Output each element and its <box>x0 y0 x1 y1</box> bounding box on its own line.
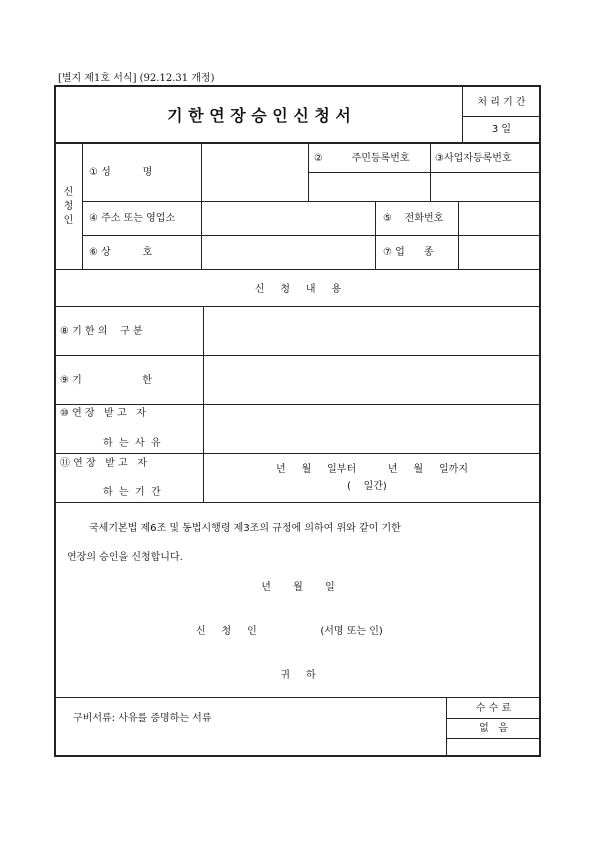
divider <box>446 738 540 739</box>
fee-value: 없 음 <box>479 723 508 734</box>
divider <box>55 355 540 356</box>
form-title: 기 한 연 장 승 인 신 청 서 <box>167 106 351 125</box>
brn-label: ③사업자등록번호 <box>435 153 512 164</box>
extension-period-label-2: 하 는 기 간 <box>103 487 161 498</box>
form-header-note: [별지 제1호 서식] (92.12.31 개정) <box>58 73 215 84</box>
business-type-label: ⑦ 업 종 <box>383 247 434 258</box>
trade-name-field[interactable] <box>203 237 374 268</box>
rrn-field[interactable] <box>310 174 429 200</box>
divider <box>55 269 540 270</box>
deadline-field[interactable] <box>205 357 539 403</box>
extension-reason-field[interactable] <box>205 406 539 452</box>
address-field[interactable] <box>203 203 374 234</box>
phone-label: ⑤ 전화번호 <box>383 213 444 224</box>
name-field[interactable] <box>203 145 307 199</box>
phone-field[interactable] <box>460 203 539 234</box>
statement-line-1: 국세기본법 제6조 및 동법시행령 제3조의 규정에 의하여 위와 같이 기한 <box>89 523 401 534</box>
extension-reason-label-2: 하 는 사 유 <box>103 438 161 449</box>
name-label: ① 성 명 <box>89 167 153 178</box>
deadline-type-field[interactable] <box>205 308 539 354</box>
trade-name-label: ⑥ 상 호 <box>89 247 153 258</box>
divider <box>82 201 540 202</box>
divider <box>55 453 540 454</box>
brn-field[interactable] <box>432 174 539 200</box>
divider <box>55 404 540 405</box>
addressee: 귀 하 <box>280 670 316 681</box>
required-documents: 구비서류: 사유를 증명하는 서류 <box>73 713 212 724</box>
applicant-section-label <box>55 186 82 228</box>
applicant-section-text: 신 청 인 <box>63 187 74 226</box>
divider <box>82 235 540 236</box>
extension-period-label: ⑪ 연 장 받 고 자 <box>60 458 147 469</box>
extension-period-days: ( 일간) <box>347 481 387 492</box>
processing-period-label: 처 리 기 간 <box>477 97 526 108</box>
applicant-signature-line: 신 청 인 (서명 또는 인) <box>196 626 383 637</box>
address-label: ④ 주소 또는 영업소 <box>89 213 176 224</box>
statement-line-2: 연장의 승인을 신청합니다. <box>67 552 183 563</box>
divider <box>201 143 202 269</box>
divider <box>462 116 540 117</box>
extension-period-dates: 년 월 일부터 년 월 일까지 <box>276 464 468 475</box>
divider <box>446 718 540 719</box>
fee-label: 수 수 료 <box>475 703 512 714</box>
application-date: 년 월 일 <box>261 582 335 593</box>
content-section-header: 신 청 내 용 <box>254 284 342 295</box>
deadline-type-label: ⑧ 기 한 의 구 분 <box>60 326 143 337</box>
divider <box>55 142 540 144</box>
business-type-field[interactable] <box>460 237 539 268</box>
divider <box>55 502 540 503</box>
deadline-label: ⑨ 기 한 <box>60 375 152 386</box>
extension-reason-label: ⑩ 연 장 받 고 자 <box>60 408 146 419</box>
divider <box>82 143 83 269</box>
divider <box>55 306 540 307</box>
rrn-label: ② 주민등록번호 <box>314 153 410 164</box>
processing-period-value: 3 일 <box>491 124 512 135</box>
divider <box>308 172 540 173</box>
divider <box>55 697 540 698</box>
